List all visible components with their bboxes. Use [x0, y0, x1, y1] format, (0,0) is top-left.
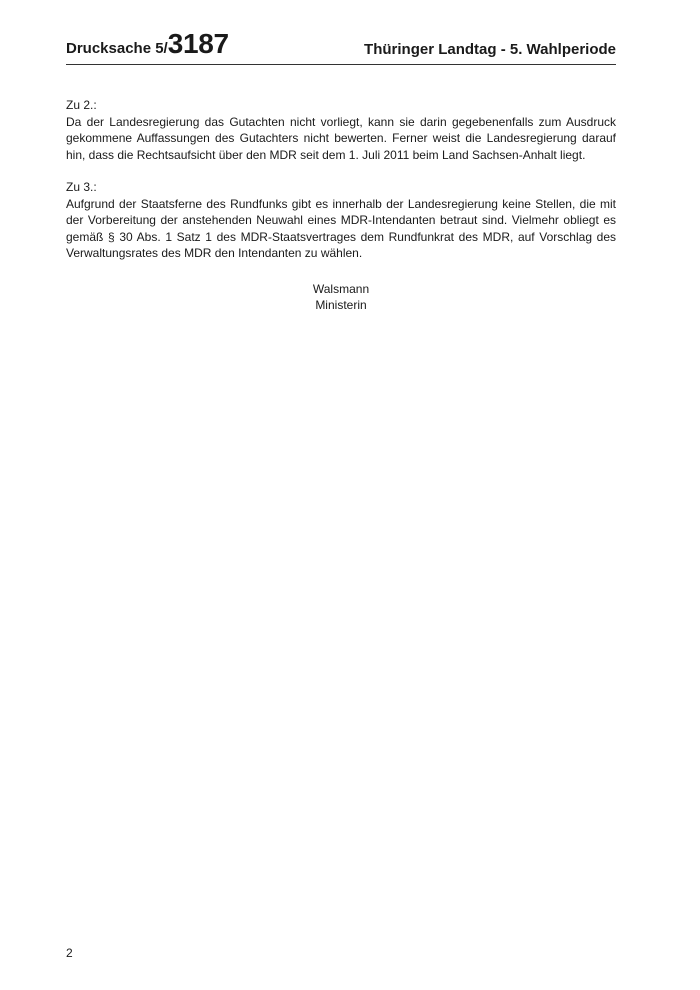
signatory-title: Ministerin: [315, 298, 367, 312]
document-number-value: 3187: [167, 28, 229, 59]
signatory-name: Walsmann: [312, 282, 370, 296]
answer-section-3: [66, 179, 616, 262]
document-body: [66, 97, 616, 278]
signature-block: [66, 281, 616, 313]
section-text: Aufgrund der Staatsferne des Rundfunks gibt es innerhalb der Landesregierung keine Stellen, die mit der Vorbereitung der anstehenden Neuwahl eines MDR-Intendanten betraut sind. Vielmehr obliegt es gemäß § 30 Abs. 1 Satz 1 des MDR-Staatsvertrages dem Rundfunkrat des MDR, auf Vorschlag des Verwaltungsrates des MDR den Intendanten zu wählen.: [66, 196, 616, 260]
document-number: [66, 30, 229, 58]
document-number-prefix: Drucksache 5/: [66, 40, 168, 57]
section-heading: Zu 3.:: [66, 180, 97, 194]
section-text: Da der Landesregierung das Gutachten nicht vorliegt, kann sie darin gegebenenfalls zum Ausdruck gekommene Auffassungen des Gutachters nicht bewerten. Ferner weist die Landesregierung darauf hin, dass die Rechtsaufsicht über den MDR seit dem 1. Juli 2011 beim Land Sachsen-Anhalt liegt.: [66, 114, 616, 162]
answer-section-2: [66, 97, 616, 163]
section-heading: Zu 2.:: [66, 98, 97, 112]
parliament-title: Thüringer Landtag - 5. Wahlperiode: [364, 41, 616, 58]
page-number: 2: [66, 946, 73, 960]
page-header: [66, 28, 616, 65]
